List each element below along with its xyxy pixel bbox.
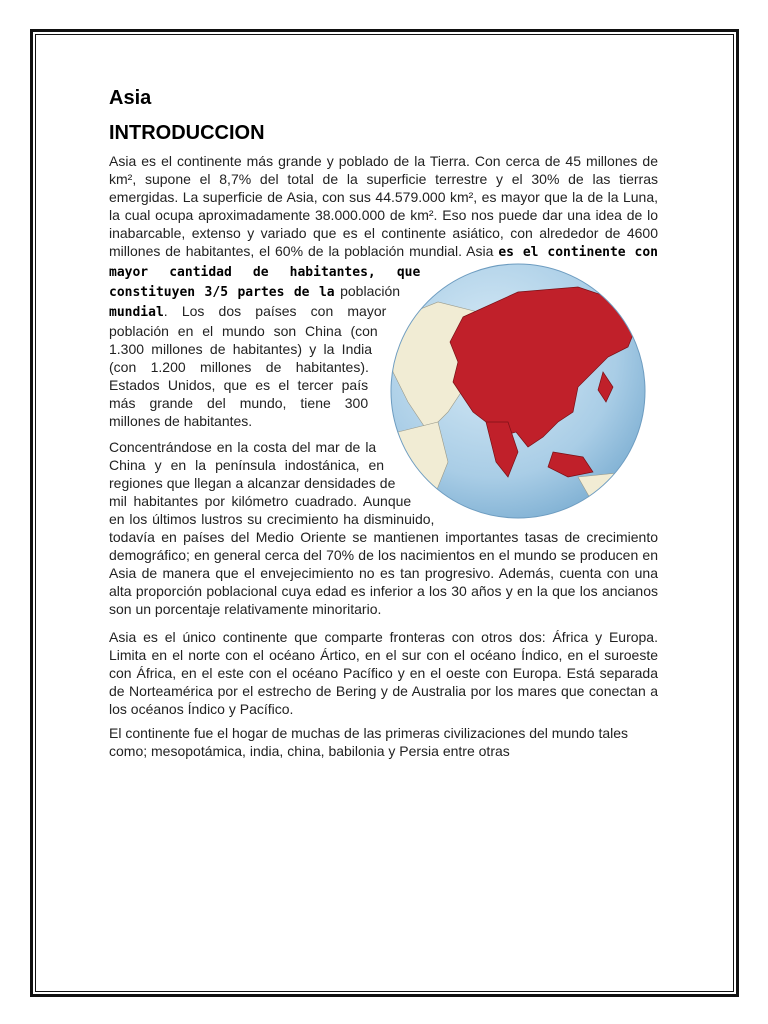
borders-paragraph: Asia es el único continente que comparte fronteras con otros dos: África y Europa. Limita en el norte con el océano Ártico, en el sur con el océano Índico, en el suroeste con África, en el este con el océano Pacífico y en el oeste con Europa. Está separada de Norteamérica por el estrecho de Bering y de Australia por los mares que conectan a los océanos Índico y Pacífico. [109, 629, 658, 717]
asia-globe-image [368, 262, 668, 520]
density-paragraph: Concentrándose en la costa del mar de la China y en la península indostánica, en regiones que llegan a alcanzar densidades de mil habitantes por kilómetro cuadrado. Aunque en los últimos lustros su crecimiento ha disminuido, todavía en países del Medio Oriente se mantienen importantes tasas de crecimiento demográfico; en general cerca del 70% de los nacimientos en el mundo se producen en Asia de manera que el envejecimiento no es tan progresivo. Además, cuenta con una alta proporción poblacional cuya edad es inferior a los 30 años y en la que los ancianos son un porcentaje relativamente minoritario. [109, 439, 658, 617]
civilizations-paragraph: El continente fue el hogar de muchas de las primeras civilizaciones del mundo tales como; mesopotámica, india, china, babilonia y Persia entre otras [109, 725, 629, 759]
intro-tail-text: . Los dos países con mayor población en el mundo son China (con 1.300 millones de habitantes) y la India (con 1.200 millones de habitantes). Estados Unidos, que es el tercer país más grande del mundo, tiene 300 millones de habitantes. [109, 303, 387, 429]
asia-globe-icon [368, 262, 668, 520]
intro-mid-text: población [334, 283, 401, 299]
intro-bold-text: es el continente con mayor cantidad de habitantes, que constituyen 3/5 partes de la [109, 245, 658, 300]
section-heading: INTRODUCCION [109, 122, 265, 144]
document-title: Asia [109, 87, 152, 109]
australia-landmass [578, 472, 638, 512]
document-body [109, 84, 658, 760]
intro-paragraph [109, 152, 658, 430]
intro-lead-text: Asia es el continente más grande y poblado de la Tierra. Con cerca de 45 millones de km², supone el 8,7% del total de la superficie terrestre y el 30% de las tierras emergidas. La superficie de Asia, con sus 44.579.000 km², es mayor que la de la Luna, la cual ocupa aproximadamente 38.000.000 de km². Eso nos puede dar una idea de lo inabarcable, extenso y variado que es el continente asiático, con alrededor de 4600 millones de habitantes, el 60% de la población mundial. Asia [109, 153, 658, 259]
intro-bold-word: mundial [109, 305, 164, 320]
